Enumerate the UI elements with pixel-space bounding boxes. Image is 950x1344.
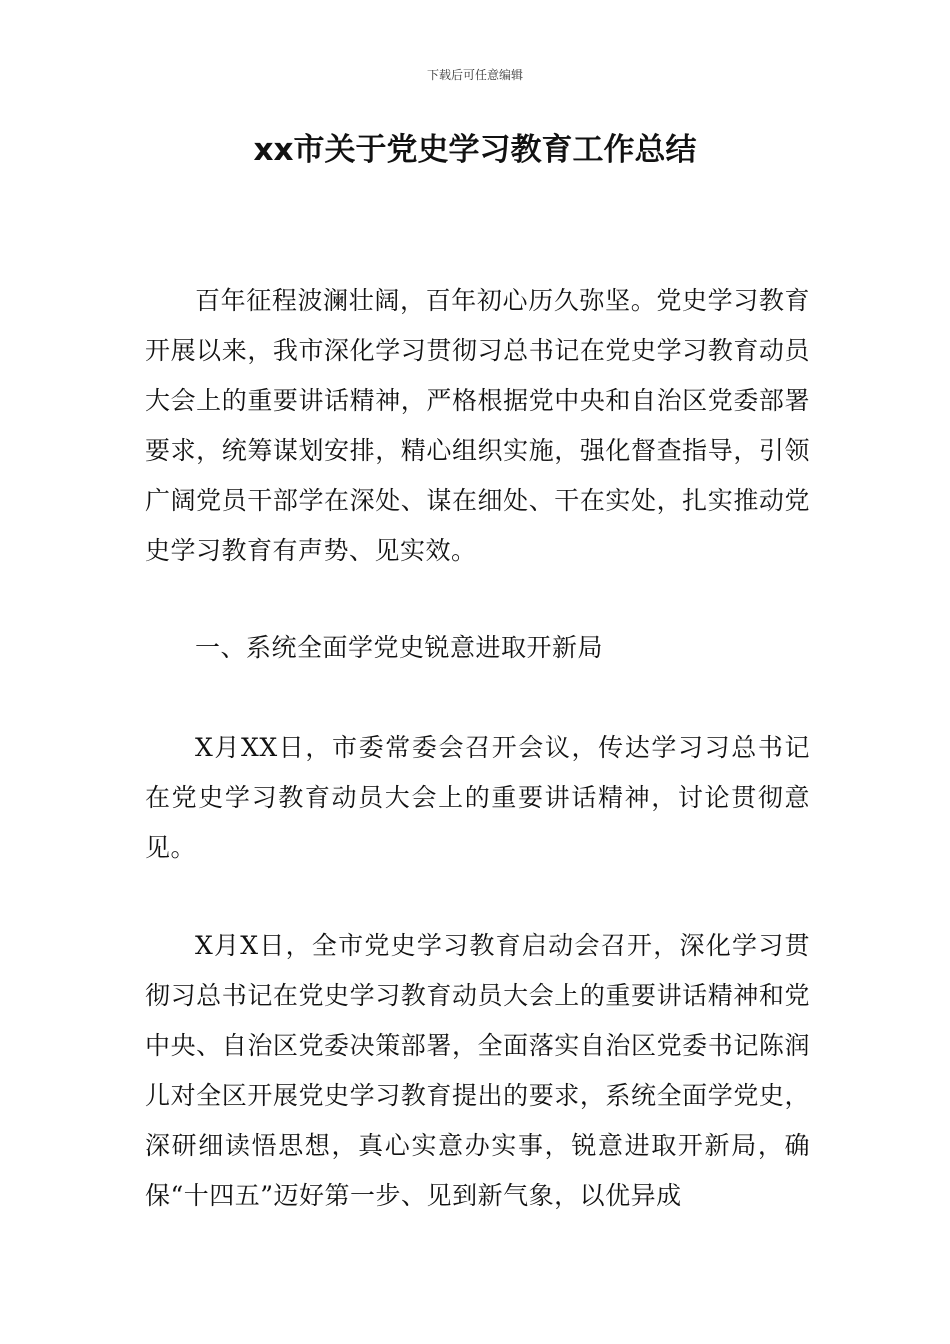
- paragraph-3: X月X日，全市党史学习教育启动会召开，深化学习贯彻习总书记在党史学习教育动员大会上的重要讲话精神和党中央、自治区党委决策部署，全面落实自治区党委书记陈润儿对全区开展党史学习教育提出的要求，系统全面学党史，深研细读悟思想，真心实意办实事，锐意进取开新局，确保“十四五”迈好第一步、见到新气象，以优异成: [145, 931, 810, 1210]
- paragraph-2: X月XX日，市委常委会召开会议，传达学习习总书记在党史学习教育动员大会上的重要讲话精神，讨论贯彻意见。: [145, 733, 810, 862]
- intro-paragraph: 百年征程波澜壮阔，百年初心历久弥坚。党史学习教育开展以来，我市深化学习贯彻习总书记在党史学习教育动员大会上的重要讲话精神，严格根据党中央和自治区党委部署要求，统筹谋划安排，精心组织实施，强化督查指导，引领广阔党员干部学在深处、谋在细处、干在实处，扎实推动党史学习教育有声势、见实效。: [145, 286, 810, 565]
- header-note: 下载后可任意编辑: [426, 68, 523, 82]
- document-title: xx市关于党史学习教育工作总结: [253, 132, 697, 168]
- section-heading-1: 一、系统全面学党史锐意进取开新局: [195, 633, 604, 662]
